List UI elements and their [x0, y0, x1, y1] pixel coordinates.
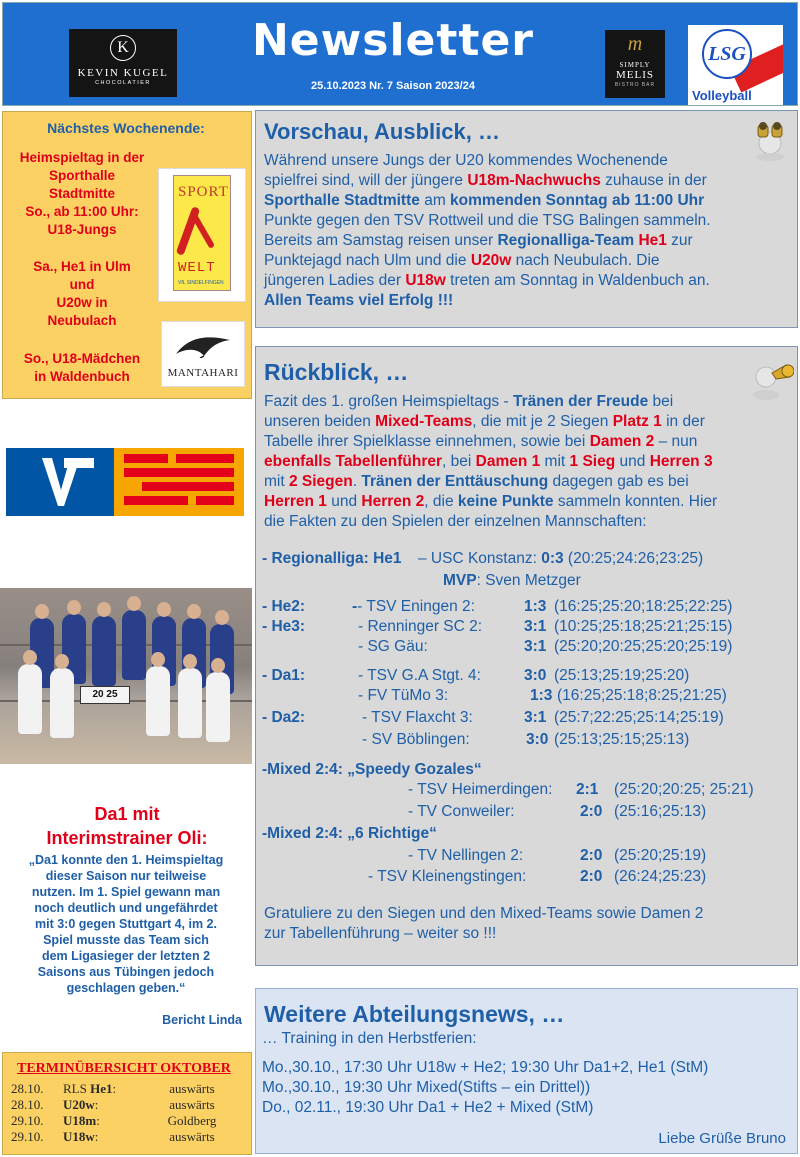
schedule-date: 28.10. [11, 1081, 44, 1096]
closing-line: zur Tabellenführung – weiter so !!! [264, 925, 497, 942]
review-title: Rückblick, … [264, 359, 409, 385]
team-photo [0, 588, 252, 764]
schedule-team [63, 1129, 98, 1144]
sportwelt-logo [158, 168, 246, 302]
quote-line: Spiel musste das Team sich [43, 933, 209, 947]
rl-detail: – USC Konstanz: 0:3 (20:25;24:26;23:25) [418, 550, 704, 567]
schedule-date: 29.10. [11, 1129, 44, 1144]
news-line: Mo.,30.10., 19:30 Uhr Mixed(Stifts – ein Drittel)) [262, 1079, 591, 1096]
da1-quote [6, 852, 246, 996]
melis-mark-icon: m [627, 33, 643, 55]
preview-line: jüngeren Ladies der U18w treten am Sonntag in Waldenbuch an. [264, 272, 710, 289]
schedule-date: 29.10. [11, 1113, 44, 1128]
schedule-location: auswärts [169, 1129, 215, 1144]
nw-b2-l1: Sa., He1 in Ulm [33, 259, 131, 274]
manta-ray-icon [174, 332, 232, 358]
volksbank-logo [6, 448, 244, 516]
nw-b3-l1: So., U18-Mädchen [23, 351, 141, 366]
kevin-kugel-mark: K [110, 35, 136, 61]
team-suffix: : [112, 1081, 117, 1096]
nw-b1-l4: So., ab 11:00 Uhr: [25, 204, 139, 219]
quote-signature: Bericht Linda [162, 1013, 242, 1027]
preview-line: Punktejagd nach Ulm und die U20w nach Neubulach. Die [264, 252, 660, 269]
news-line: Mo.,30.10., 17:30 Uhr U18w + He2; 19:30 Uhr Da1+2, He1 (StM) [262, 1059, 709, 1076]
review-closing [264, 904, 794, 944]
sportwelt-bottom: WELT [178, 260, 216, 276]
preview-line: spielfrei sind, will der jüngere U18m-Nachwuchs zuhause in der [264, 172, 707, 189]
team-suffix: : [94, 1129, 99, 1144]
quote-line: dieser Saison nur teilweise [45, 869, 207, 883]
preview-line: Bereits am Samstag reisen unser Regionalliga-Team He1 zur [264, 232, 693, 249]
next-weekend-block-3 [7, 350, 157, 386]
review-line: ebenfalls Tabellenführer, bei Damen 1 mit 1 Sieg und Herren 3 [264, 453, 713, 470]
preview-line: Sporthalle Stadtmitte am kommenden Sonntag ab 11:00 Uhr [264, 192, 705, 209]
news-greeting: Liebe Grüße Bruno [658, 1130, 786, 1147]
preview-line: Punkte gegen den TSV Rottweil und die TSG Balingen sammeln. [264, 212, 711, 229]
schedule-team [63, 1081, 116, 1096]
sportwelt-banner [173, 175, 231, 291]
news-lines [262, 1058, 792, 1118]
quote-line: nutzen. Im 1. Spiel gewann man [31, 885, 221, 899]
review-line: Tabelle ihrer Spielklasse einnehmen, sowie bei Damen 2 – nun [264, 433, 698, 450]
mantahari-text: MANTAHARI [167, 367, 239, 379]
quote-line: „Da1 konnte den 1. Heimspieltag [28, 853, 224, 867]
next-weekend-box [2, 111, 252, 399]
mantahari-logo [161, 321, 245, 387]
rl-label: - Regionalliga: He1 [262, 550, 402, 567]
mvp: MVP: Sven Metzger [443, 572, 581, 589]
quote-line: noch deutlich und ungefährdet [34, 901, 218, 915]
runner-arm-icon [191, 213, 215, 249]
nw-b1-l3: Stadtmitte [48, 186, 115, 201]
kevin-kugel-name: KEVIN KUGEL [77, 67, 169, 79]
quote-line: mit 3:0 gegen Stuttgart 4, im 2. [35, 917, 217, 931]
next-weekend-block-2 [7, 258, 157, 330]
review-text [264, 392, 794, 532]
review-line: Herren 1 und Herren 2, die keine Punkte sammeln konnten. Hier [264, 493, 718, 510]
newsletter-header [2, 2, 798, 106]
nw-b2-l4: Neubulach [47, 313, 117, 328]
news-line: Do., 02.11., 19:30 Uhr Da1 + He2 + Mixed (StM) [262, 1099, 594, 1116]
newsletter-title: Newsletter [251, 15, 535, 66]
team-prefix: RLS [63, 1081, 91, 1096]
schedule-box [2, 1052, 252, 1155]
da1-heading-line2: Interimstrainer Oli: [46, 828, 208, 848]
team-name: He1 [90, 1081, 113, 1096]
melis-line2: MELIS [616, 69, 654, 81]
bank-logo-orange [114, 448, 244, 516]
closing-line: Gratuliere zu den Siegen und den Mixed-Teams sowie Damen 2 [264, 905, 704, 922]
nw-b1-l2: Sporthalle [48, 168, 115, 183]
issue-date: 25.10.2023 Nr. 7 Saison 2023/24 [311, 80, 475, 92]
kevin-kugel-sub: CHOCOLATIER [95, 80, 151, 86]
quote-line: dem Ligasieger der letzten 2 [41, 949, 211, 963]
nw-b2-l3: U20w in [56, 295, 108, 310]
review-line: die Fakten zu den Spielen der einzelnen Mannschaften: [264, 513, 647, 530]
review-line: Fazit des 1. großen Heimspieltags - Tränen der Freude bei [264, 393, 674, 410]
team-suffix: : [96, 1113, 100, 1128]
schedule-team [63, 1097, 98, 1112]
preview-line: Allen Teams viel Erfolg !!! [264, 292, 454, 309]
club-logo-text: Volleyball [692, 88, 752, 103]
da1-heading-line1: Da1 mit [94, 804, 160, 824]
club-volleyball-logo [688, 25, 783, 105]
schedule-location: auswärts [169, 1081, 215, 1096]
next-weekend-heading: Nächstes Wochenende: [47, 120, 205, 136]
quote-line: Saisons aus Tübingen jedoch [37, 965, 215, 979]
mixed2-title: -Mixed 2:4: „6 Richtige“ [262, 825, 437, 842]
sportwelt-top: SPORT [178, 184, 229, 200]
review-line: unseren beiden Mixed-Teams, die mit je 2 Siegen Platz 1 in der [264, 413, 705, 430]
team-name: U20w [63, 1097, 95, 1112]
quote-line: geschlagen geben.“ [66, 981, 186, 995]
schedule-location: Goldberg [167, 1113, 217, 1128]
nw-b1-l1: Heimspieltag in der [19, 150, 145, 165]
bank-logo-blue [6, 448, 114, 516]
preview-line: Während unsere Jungs der U20 kommendes Wochenende [264, 152, 668, 169]
news-subtitle: … Training in den Herbstferien: [262, 1030, 477, 1047]
nw-b3-l2: in Waldenbuch [34, 369, 130, 384]
simply-melis-logo [605, 30, 665, 98]
score-sign: 20 25 [80, 686, 130, 704]
melis-line3: BISTRO BAR [614, 82, 656, 88]
schedule-team [63, 1113, 100, 1128]
mixed1-title: -Mixed 2:4: „Speedy Gozales“ [262, 761, 482, 778]
melis-line1: SIMPLY [619, 61, 651, 69]
review-line: mit 2 Siegen. Tränen der Enttäuschung dagegen gab es bei [264, 473, 689, 490]
preview-title: Vorschau, Ausblick, … [264, 119, 500, 144]
nw-b2-l2: und [69, 277, 95, 292]
team-suffix: : [94, 1097, 99, 1112]
next-weekend-block-1 [7, 149, 157, 239]
kevin-kugel-logo [69, 29, 177, 97]
club-mark: LSG [702, 29, 752, 79]
team-name: U18m [63, 1113, 97, 1128]
schedule-date: 28.10. [11, 1097, 44, 1112]
team-name: U18w [63, 1129, 95, 1144]
schedule-location: auswärts [169, 1097, 215, 1112]
preview-text [264, 151, 794, 311]
news-title: Weitere Abteilungsnews, … [264, 1001, 565, 1027]
sportwelt-small: VfL SINDELFINGEN [178, 280, 224, 286]
da1-heading [2, 802, 252, 850]
schedule-heading: TERMINÜBERSICHT OKTOBER [17, 1061, 231, 1076]
bank-v-icon [6, 448, 114, 516]
nw-b1-l5: U18-Jungs [47, 222, 117, 237]
